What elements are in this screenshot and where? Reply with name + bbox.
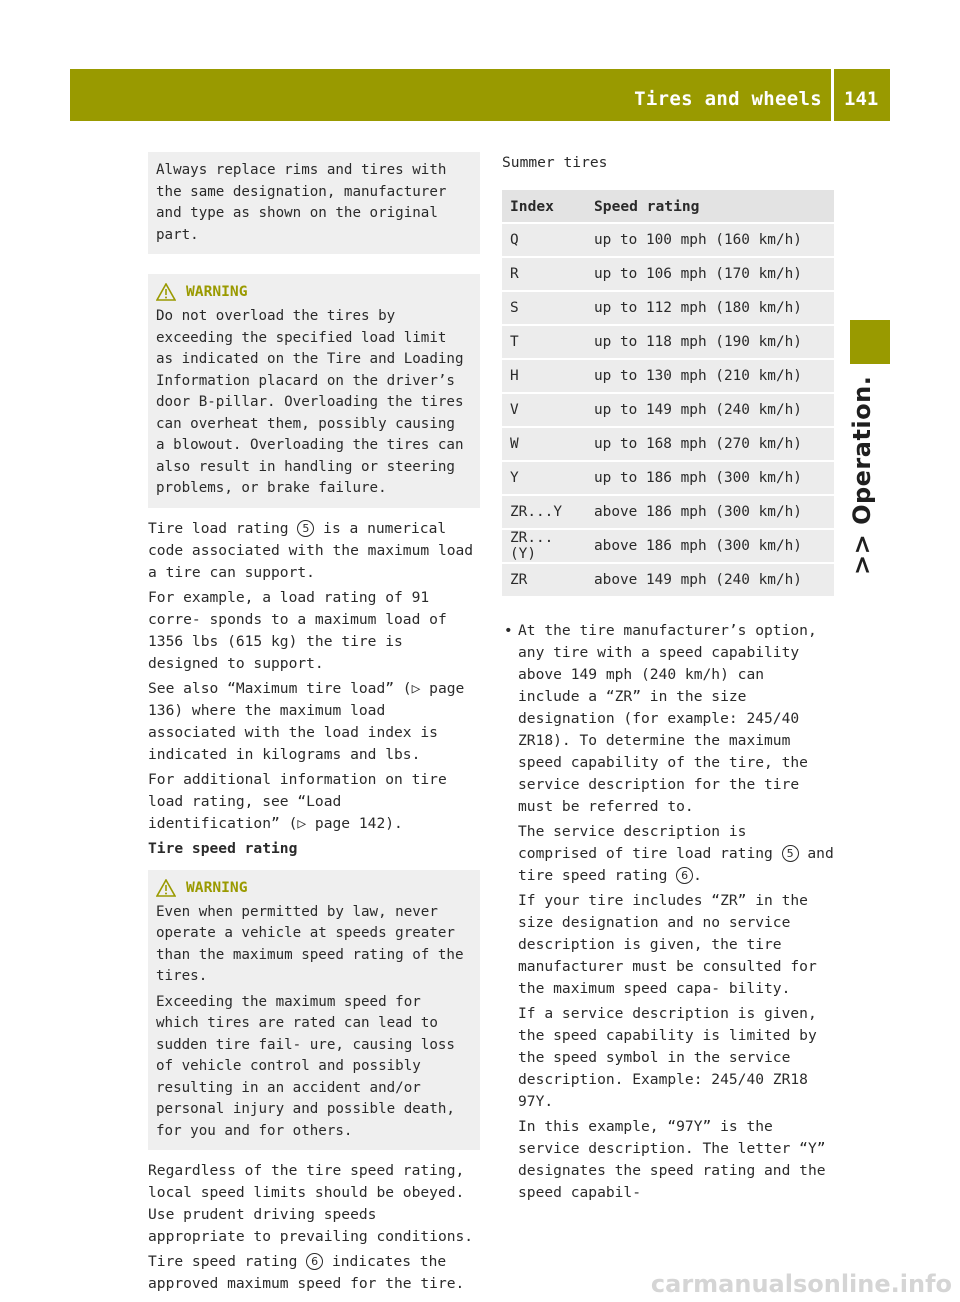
- speed-limit-paragraph: Regardless of the tire speed rating, local speed limits should be obeyed. Use prudent driving speeds appropriate to prevailing conditions.: [148, 1162, 474, 1245]
- marker-6-icon: 6: [676, 867, 693, 884]
- table-row: [502, 428, 834, 460]
- warning-text-1: Even when permitted by law, never operate a vehicle at speeds greater than the maximum speed rating of the tires.: [156, 903, 464, 984]
- speed-cell: above 149 mph (240 km/h): [586, 564, 834, 596]
- speed-cell: up to 100 mph (160 km/h): [586, 224, 834, 256]
- speed-cell: up to 118 mph (190 km/h): [586, 326, 834, 358]
- index-cell: Q: [502, 224, 586, 256]
- text-run: indicates the approved maximum speed for the tire.: [148, 1253, 465, 1292]
- example-paragraph: In this example, “97Y” is the service description. The letter “Y” designates the speed rating and the speed capabil-: [518, 1118, 826, 1201]
- zr-option-paragraph: • At the tire manufacturer’s option, any tire with a speed capability above 149 mph (240 km/h) can include a “ZR” in the size designation (for example: 245/40 ZR18). To determine the maximum speed capability of the tire, the service description for the tire must be referred to.: [518, 622, 817, 815]
- no-service-description-paragraph: If your tire includes “ZR” in the size designation and no service description is given, the tire manufacturer must be consulted for the maximum speed capa- bility.: [518, 892, 817, 997]
- column-header-speed: Speed rating: [586, 190, 834, 222]
- table-row: [502, 292, 834, 324]
- table-row: [502, 496, 834, 528]
- marker-5-icon: 5: [297, 520, 314, 537]
- text-run: .: [693, 867, 702, 884]
- table-row: [502, 360, 834, 392]
- zr-info-list: [502, 620, 834, 1204]
- warning-title: WARNING: [186, 283, 248, 300]
- note-text: Always replace rims and tires with the same designation, manufacturer and type as shown on the original part.: [156, 162, 447, 243]
- warning-text: Do not overload the tires by exceeding the specified load limit as indicated on the Tire and Loading Information placard on the driver’s door B-pillar. Overloading the tires can overheat them, possibly causing a blowout. Overloading the tires can also result in handling or steering problems, or brake failure.: [156, 308, 464, 496]
- table-row: [502, 326, 834, 358]
- speed-cell: above 186 mph (300 km/h): [586, 530, 834, 562]
- warning-triangle-icon: [156, 879, 176, 897]
- table-row: [502, 394, 834, 426]
- index-cell: ZR: [502, 564, 586, 596]
- service-description-paragraph: [518, 821, 834, 887]
- marker-6-icon: 6: [306, 1253, 323, 1270]
- speed-cell: up to 106 mph (170 km/h): [586, 258, 834, 290]
- index-cell: T: [502, 326, 586, 358]
- page-number: 141: [844, 88, 879, 110]
- index-cell: S: [502, 292, 586, 324]
- list-item: [502, 620, 834, 1204]
- section-tab-marker: [850, 320, 890, 364]
- note-box: [148, 152, 480, 254]
- table-row: [502, 462, 834, 494]
- warning-title: WARNING: [186, 878, 248, 896]
- text-run: The service description is comprised of tire load rating: [518, 823, 782, 862]
- warning-box-speed: [148, 870, 480, 1151]
- service-description-given-paragraph: If a service description is given, the speed capability is limited by the speed symbol in the service description. Example: 245/40 ZR18 97Y.: [518, 1005, 817, 1110]
- text-run: is a numerical code associated with the maximum load a tire can support.: [148, 519, 474, 581]
- watermark: carmanualsonline.info: [650, 1270, 952, 1298]
- text-run: Tire load rating: [148, 519, 298, 537]
- section-label: >> Operation.: [848, 376, 876, 576]
- speed-rating-table: [502, 188, 834, 598]
- text-run: Tire speed rating: [148, 1253, 307, 1270]
- column-header-index: Index: [502, 190, 586, 222]
- table-caption: Summer tires: [502, 154, 608, 171]
- page-title: Tires and wheels: [634, 88, 822, 110]
- speed-rating-paragraph: [148, 1251, 480, 1295]
- load-example-paragraph: For example, a load rating of 91 corre- sponds to a maximum load of 1356 lbs (615 kg) the tire is designed to support.: [148, 588, 447, 672]
- max-tire-load-paragraph: See also “Maximum tire load” (▷ page 136) where the maximum load associated with the load index is indicated in kilograms and lbs.: [148, 679, 465, 763]
- speed-cell: above 186 mph (300 km/h): [586, 496, 834, 528]
- additional-info-paragraph: For additional information on tire load rating, see “Load identification” (▷ page 142).: [148, 770, 447, 832]
- left-column: [148, 152, 480, 1295]
- speed-cell: up to 168 mph (270 km/h): [586, 428, 834, 460]
- table-row: [502, 224, 834, 256]
- table-row: [502, 564, 834, 596]
- index-cell: ZR...(Y): [502, 530, 586, 562]
- index-cell: H: [502, 360, 586, 392]
- speed-cell: up to 186 mph (300 km/h): [586, 462, 834, 494]
- load-rating-paragraph: [148, 518, 480, 584]
- index-cell: W: [502, 428, 586, 460]
- table-row: [502, 530, 834, 562]
- text-run: and tire speed rating: [518, 845, 834, 884]
- warning-triangle-icon: [156, 283, 176, 301]
- speed-cell: up to 112 mph (180 km/h): [586, 292, 834, 324]
- speed-rating-heading: Tire speed rating: [148, 839, 298, 857]
- index-cell: ZR...Y: [502, 496, 586, 528]
- table-header-row: [502, 190, 834, 222]
- speed-cell: up to 149 mph (240 km/h): [586, 394, 834, 426]
- marker-5-icon: 5: [782, 845, 799, 862]
- index-cell: Y: [502, 462, 586, 494]
- index-cell: R: [502, 258, 586, 290]
- warning-box-load: [148, 274, 480, 508]
- header-divider: [831, 69, 834, 121]
- speed-cell: up to 130 mph (210 km/h): [586, 360, 834, 392]
- warning-text-2: Exceeding the maximum speed for which tires are rated can lead to sudden tire fail- ure, causing loss of vehicle control and possibly resulting in an accident and/or personal injury and possible death, for you and for others.: [156, 993, 455, 1139]
- index-cell: V: [502, 394, 586, 426]
- table-row: [502, 258, 834, 290]
- right-column: [502, 152, 834, 1204]
